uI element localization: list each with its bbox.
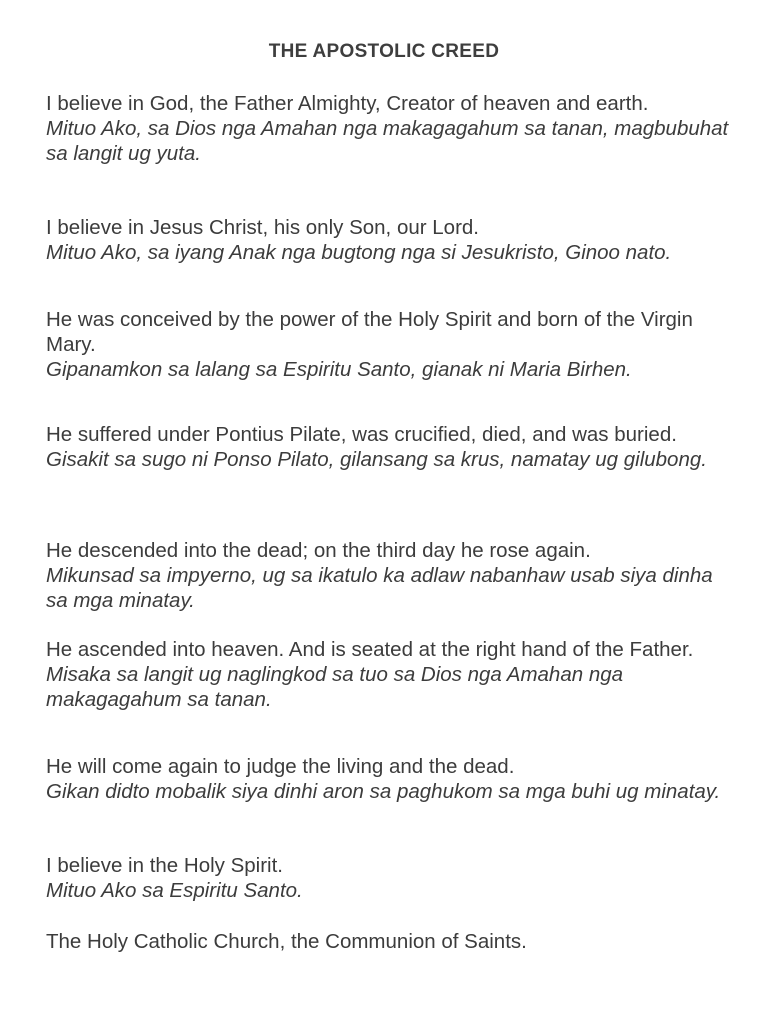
creed-stanza <box>46 422 736 472</box>
creed-stanza <box>46 215 736 265</box>
creed-stanza <box>46 853 736 903</box>
english-text: He ascended into heaven. And is seated at the right hand of the Father. <box>46 638 694 661</box>
creed-stanza <box>46 538 736 613</box>
creed-stanza <box>46 754 736 804</box>
cebuano-text: Mikunsad sa impyerno, ug sa ikatulo ka adlaw nabanhaw usab siya dinha sa mga minatay. <box>46 564 713 612</box>
english-text: He descended into the dead; on the third day he rose again. <box>46 539 591 562</box>
english-text: I believe in the Holy Spirit. <box>46 854 284 877</box>
cebuano-text: Gisakit sa sugo ni Ponso Pilato, gilansang sa krus, namatay ug gilubong. <box>46 448 707 471</box>
creed-stanza <box>46 307 736 382</box>
english-text: He suffered under Pontius Pilate, was crucified, died, and was buried. <box>46 423 677 446</box>
cebuano-text: Mituo Ako, sa iyang Anak nga bugtong nga si Jesukristo, Ginoo nato. <box>46 241 672 264</box>
english-text: I believe in God, the Father Almighty, Creator of heaven and earth. <box>46 92 649 115</box>
creed-stanza <box>46 929 736 954</box>
creed-stanza <box>46 91 736 166</box>
page-title: THE APOSTOLIC CREED <box>268 41 500 62</box>
english-text: I believe in Jesus Christ, his only Son, our Lord. <box>46 216 479 239</box>
cebuano-text: Gikan didto mobalik siya dinhi aron sa paghukom sa mga buhi ug minatay. <box>46 780 721 803</box>
cebuano-text: Gipanamkon sa lalang sa Espiritu Santo, gianak ni Maria Birhen. <box>46 358 632 381</box>
creed-stanza <box>46 637 736 712</box>
english-text: He will come again to judge the living and the dead. <box>46 755 515 778</box>
english-text: He was conceived by the power of the Holy Spirit and born of the Virgin Mary. <box>46 308 693 356</box>
english-text: The Holy Catholic Church, the Communion of Saints. <box>46 930 527 953</box>
cebuano-text: Misaka sa langit ug naglingkod sa tuo sa Dios nga Amahan nga makagagahum sa tanan. <box>46 663 624 711</box>
cebuano-text: Mituo Ako, sa Dios nga Amahan nga makagagahum sa tanan, magbubuhat sa langit ug yuta. <box>46 117 729 165</box>
cebuano-text: Mituo Ako sa Espiritu Santo. <box>46 879 303 902</box>
